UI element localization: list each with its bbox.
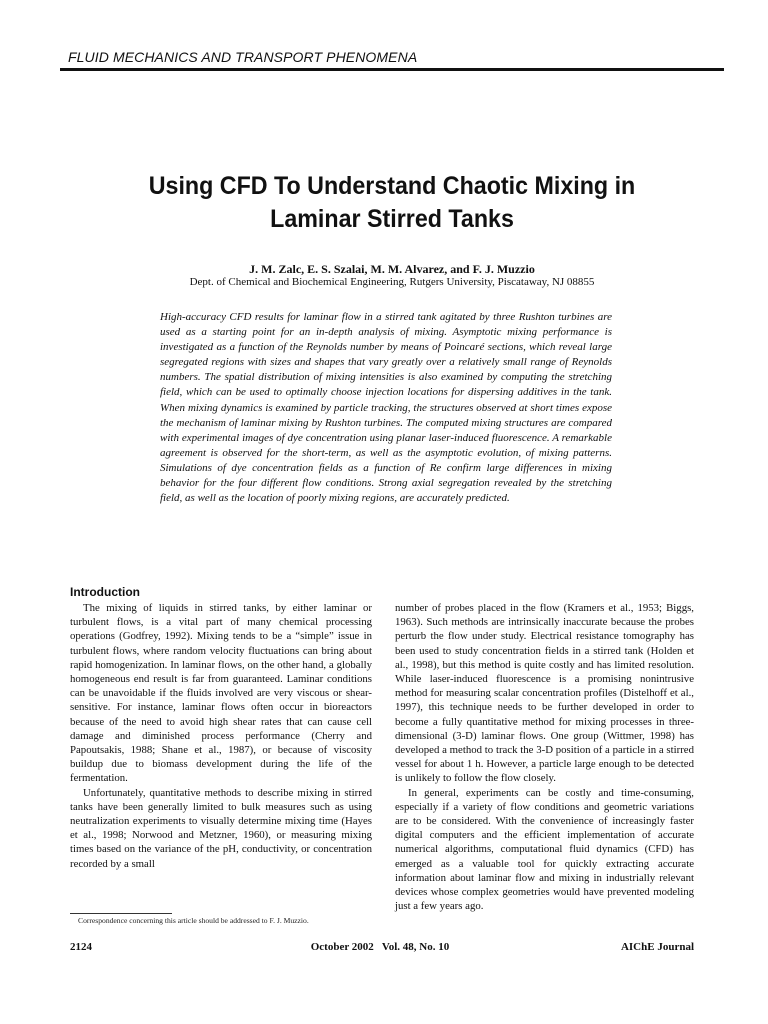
right-column — [395, 601, 694, 913]
article-title — [83, 170, 701, 236]
paragraph: The mixing of liquids in stirred tanks, by either laminar or turbulent flows, is a vital part of many chemical processing operations (Godfrey, 1992). Mixing tends to be a “simple” issue in turbulent flows, where random velocity fluctuations can bring about rapid homogenization. In laminar flows, on the other hand, a globally homogeneous end result is far from guaranteed. Laminar conditions can be unavoidable if the fluids involved are very viscous or shear-sensitive. For instance, laminar flows often occur in bioreactors because of the need to avoid high shear rates that can cause cell damage and diminished process performance (Cherry and Papoutsakis, 1988; Shane et al., 1987), or because of viscosity buildup due to biomass development during the life of the fermentation. — [70, 602, 372, 785]
left-column — [70, 601, 372, 871]
footnote: Correspondence concerning this article should be addressed to F. J. Muzzio. — [78, 916, 309, 925]
affiliation: Dept. of Chemical and Biochemical Engineering, Rutgers University, Piscataway, NJ 08855 — [189, 276, 595, 288]
header-rule — [60, 68, 724, 71]
abstract: High-accuracy CFD results for laminar flow in a stirred tank agitated by three Rushton turbines are used as a starting point for an in-depth analysis of mixing. Asymptotic mixing performance is investigated as a function of the Reynolds number by means of Poincaré sections, which reveal large segregated regions with sizes and shapes that vary greatly over a relatively small range of Reynolds numbers. The spatial distribution of mixing intensities is also examined by computing the stretching field, which can be used to optimally choose injection locations for dispersing additives in the tank. When mixing dynamics is examined by particle tracking, the structures observed at short times expose the mechanism of laminar mixing by Rushton turbines. The computed mixing structures are compared with experimental images of dye concentration using planar laser-induced fluorescence. A remarkable agreement is observed for the short-term, as well as the asymptotic evolution, of mixing patterns. Simulations of dye concentration fields as a function of Re confirm large differences in mixing behavior for the four different flow conditions. Strong axial segregation revealed by the stretching field, as well as the location of poorly mixing regions, are accurately predicted. — [160, 311, 612, 505]
paragraph: number of probes placed in the flow (Kramers et al., 1953; Biggs, 1963). Such methods are intrinsically inaccurate because the probes perturb the flow under study. Electrical resistance tomography has been used to study concentration fields in a stirred tank (Holden et al., 1998), but this method is quite costly and has limited resolution. While laser-induced fluorescence is a promising nonintrusive method for measuring scalar concentration profiles (Distelhoff et al., 1997), this technique needs to be further developed in order to become a fully quantitative method for mixing processes in three-dimensional (3-D) laminar flows. One group (Wittmer, 1998) has developed a method to track the 3-D position of a particle in a stirred vessel for about 1 h. However, a particle large enough to be detected is unlikely to follow the flow closely. — [395, 602, 694, 785]
issue-info: October 2002 Vol. 48, No. 10 — [310, 941, 450, 953]
title-line: Laminar Stirred Tanks — [270, 205, 514, 233]
title-line: Using CFD To Understand Chaotic Mixing in — [148, 172, 636, 200]
author-list: J. M. Zalc, E. S. Szalai, M. M. Alvarez, and F. J. Muzzio — [249, 262, 535, 276]
page-number: 2124 — [70, 941, 92, 953]
paragraph: Unfortunately, quantitative methods to describe mixing in stirred tanks have been generally limited to bulk measures such as using neutralization experiments to visually determine mixing time (Hayes et al., 1998; Norwood and Metzner, 1960), or measuring mixing times based on the variance of the pH, conductivity, or concentration recorded by a small — [70, 786, 372, 870]
section-heading-introduction: Introduction — [70, 585, 140, 599]
journal-name: AIChE Journal — [620, 941, 694, 953]
footnote-rule — [70, 913, 172, 914]
running-head: FLUID MECHANICS AND TRANSPORT PHENOMENA — [68, 49, 418, 65]
paragraph: In general, experiments can be costly and time-consuming, especially if a variety of flow conditions and geometric variations are to be considered. With the convenience of increasingly faster digital computers and the efficient implementation of accurate numerical algorithms, computational fluid dynamics (CFD) has emerged as a valuable tool for quickly extracting accurate information about laminar flow and mixing in industrially relevant devices whose complex geometries would have prevented modeling just a few years ago. — [395, 786, 694, 913]
